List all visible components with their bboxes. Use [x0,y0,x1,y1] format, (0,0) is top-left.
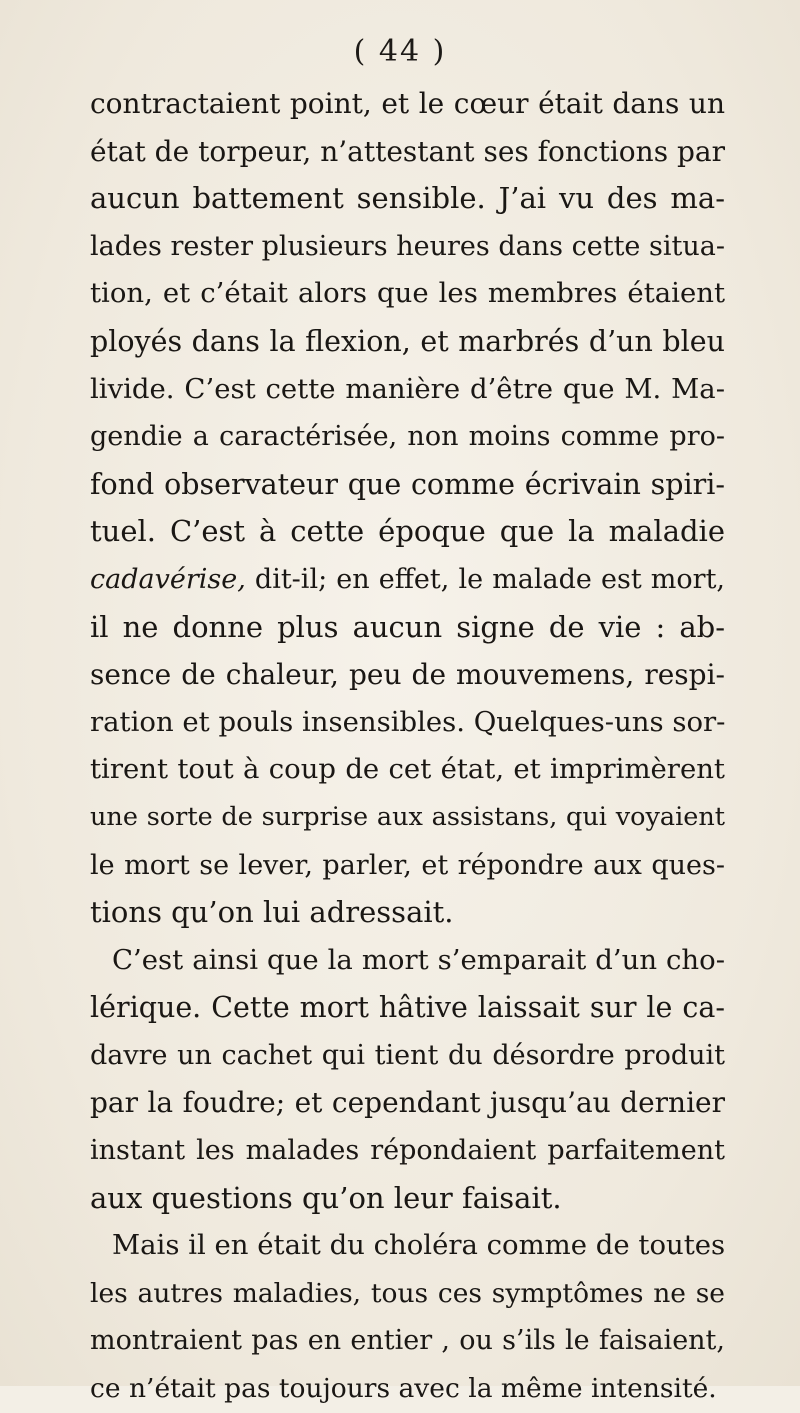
text-line: contractaient point, et le cœur était dans un [90,87,725,120]
body-text [90,80,725,1413]
text-line: les autres maladies, tous ces symptômes ne se [90,1277,725,1309]
italic-word: cadavérise, [90,563,246,595]
text-line: Mais il en était du choléra comme de toutes [112,1229,726,1262]
text-line: montraient pas en entier , ou s’ils le faisaient, [90,1325,725,1357]
text-line: le mort se lever, parler, et répondre aux ques- [90,849,725,881]
text-line: une sorte de surprise aux assistans, qui voyaient [90,801,725,832]
text-line: état de torpeur, n’attestant ses fonctions par [90,134,725,168]
text-line: aux questions qu’on leur faisait. [90,1180,562,1215]
text-line: tions qu’on lui adressait. [90,895,454,930]
text-line: fond observateur que comme écrivain spiri- [90,467,725,501]
text-line: ployés dans la flexion, et marbrés d’un bleu [90,324,725,358]
text-line: il ne donne plus aucun signe de vie : ab- [90,609,725,644]
text-line: gendie a caractérisée, non moins comme pro- [90,421,725,453]
text-line: lades rester plusieurs heures dans cette situa- [90,230,725,262]
text-line: par la foudre; et cependant jusqu’au dernier [90,1086,725,1120]
text-line: livide. C’est cette manière d’être que M. Ma- [90,372,725,405]
text-line [90,556,725,604]
text-line: tion, et c’était alors que les membres étaient [90,277,725,310]
page-number: ( 44 ) [353,34,447,69]
text-line: ration et pouls insensibles. Quelques-uns sor- [90,705,726,738]
text-line: tirent tout à coup de cet état, et imprimèrent [90,753,725,786]
text-line: tuel. C’est à cette époque que la maladie [90,514,725,549]
text-line: lérique. Cette mort hâtive laissait sur le ca- [90,991,725,1025]
text-line-rest: dit-il; en effet, le malade est mort, [245,563,725,595]
text-line: sence de chaleur, peu de mouvemens, respi- [90,658,725,692]
text-line: davre un cachet qui tient du désordre produit [90,1039,725,1071]
text-line: aucun battement sensible. J’ai vu des ma- [90,181,725,216]
text-line: C’est ainsi que la mort s’emparait d’un cho- [112,943,725,976]
text-line: ce n’était pas toujours avec la même intensité. [90,1373,717,1405]
text-line: instant les malades répondaient parfaitement [90,1135,725,1167]
